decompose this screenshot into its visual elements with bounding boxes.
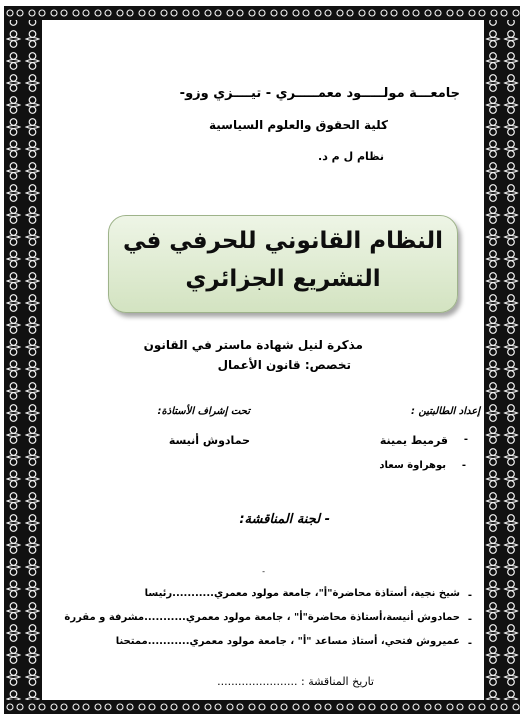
student-name-1: قرميط يمينة: [379, 434, 448, 447]
ornament-pattern-icon: [484, 6, 520, 714]
study-system: نظام ل م د.: [318, 150, 384, 163]
thesis-title-line2: التشريع الجزائري: [185, 266, 381, 292]
ornamental-border-bottom: [4, 700, 520, 714]
supervisor-name: حمادوش أنيسة: [168, 434, 250, 447]
bullet-dash: -: [461, 460, 466, 471]
bullet-dash: -: [467, 614, 472, 625]
jury-member-2: حمادوش أنيسة،أستاذة محاضرة"أ" ، جامعة مولود معمري...........مشرفة و مقررة: [64, 612, 460, 623]
ornament-pattern-icon: [4, 700, 520, 714]
ornamental-border-right: [484, 6, 520, 714]
ornamental-border-top: [4, 6, 520, 20]
thesis-title-box: [108, 215, 458, 313]
faculty-name: كلية الحقوق والعلوم السياسية: [208, 118, 388, 132]
cover-page: [52, 22, 482, 698]
jury-label: - لجنة المناقشة:: [239, 512, 330, 527]
ornamental-border-left: [4, 6, 42, 714]
thesis-title-line1: النظام القانوني للحرفي في: [122, 228, 444, 254]
specialty: تخصص: قانون الأعمال: [217, 358, 351, 372]
ornament-pattern-icon: [4, 6, 520, 20]
separator-dash: -: [262, 567, 265, 576]
ornament-pattern-icon: [4, 6, 42, 714]
thesis-purpose: مذكرة لنيل شهادة ماستر في القانون: [143, 338, 363, 352]
supervisor-label: تحت إشراف الأستاذة:: [157, 406, 250, 417]
university-name: جامعـــة مولـــــود معمـــــري - تيــــزي وزو-: [179, 86, 460, 101]
prepared-by-label: إعداد الطالبتين :: [411, 406, 480, 417]
defense-date: تاريخ المناقشة : .......................: [217, 675, 374, 688]
bullet-dash: -: [463, 434, 468, 445]
jury-member-3: عميروش فتحي، أستاذ مساعد "أ" ، جامعة مولود معمري...........ممتحنا: [115, 636, 460, 647]
jury-member-1: شيخ نجية، أستاذة محاضرة"أ"، جامعة مولود معمري...........رئيسا: [144, 588, 460, 599]
bullet-dash: -: [467, 590, 472, 601]
bullet-dash: -: [467, 638, 472, 649]
student-name-2: بوهراوة سعاد: [379, 460, 446, 471]
